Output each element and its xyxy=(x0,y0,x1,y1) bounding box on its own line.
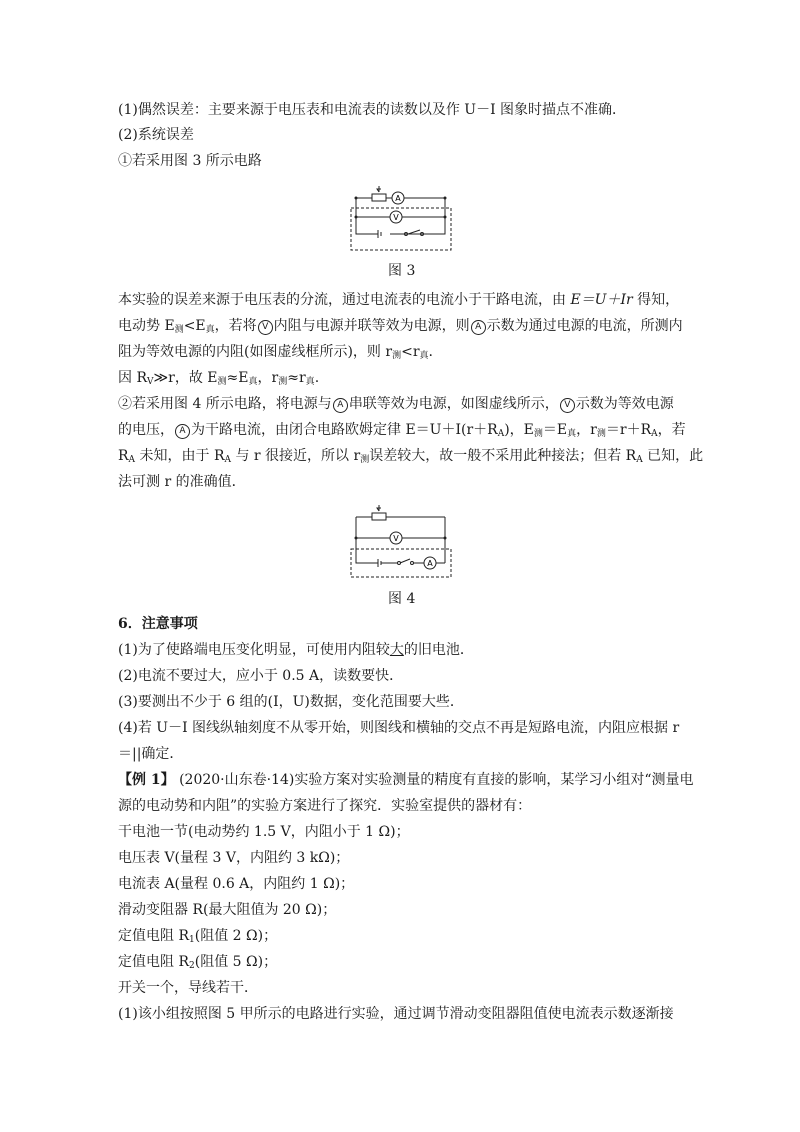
voltmeter-icon: V xyxy=(560,398,575,413)
text-line: 电动势 $E_测<E_真$，若将 V 内阻与电源并联等效为电源，则 A 示数为通过电源的电流，所测内 xyxy=(118,318,683,335)
text-line: $R_A$ 未知，由于 $R_A$ 与 r 很接近，所以 $r_测$误差较大，故一般不采用此种接法；但若 $R_A$ 已知，此 xyxy=(118,448,704,465)
figure-caption: 图 3 xyxy=(388,263,416,279)
text-line: 阻为等效电源的内阻(如图虚线框所示)，则 $r_测<r_真$. xyxy=(118,344,433,361)
text-line: ＝||确定． xyxy=(118,746,184,762)
voltmeter-label: V xyxy=(393,213,399,222)
text-line: 电压表 V(量程 3 V，内阻约 3 kΩ)； xyxy=(118,850,350,866)
text-line: (1)偶然误差：主要来源于电压表和电流表的读数以及作 U－I 图象时描点不准确． xyxy=(118,102,627,118)
example-tag: 【例 1】 xyxy=(118,772,175,788)
section-heading: 6．注意事项 xyxy=(118,616,198,632)
voltmeter-icon: V xyxy=(258,320,273,335)
text-line: 开关一个，导线若干． xyxy=(118,980,258,996)
text-line: 因 $R_V≫r$，故 $E_测\approx E_真$，$r_测\approx r_真$. xyxy=(118,370,320,387)
text-line: (2)电流不要过大，应小于 0.5 A，读数要快． xyxy=(118,668,404,684)
text-line: (1)该小组按照图 5 甲所示的电路进行实验，通过调节滑动变阻器阻值使电流表示数逐渐接 xyxy=(118,1006,674,1022)
text-line: (1)为了使路端电压变化明显，可使用内阻较大的旧电池． xyxy=(118,642,474,658)
text-line: (3)要测出不少于 6 组的(I，U)数据，变化范围要大些． xyxy=(118,694,464,710)
voltmeter-label: V xyxy=(393,534,399,543)
text-line: 法可测 r 的准确值． xyxy=(118,474,246,490)
ammeter-icon: A xyxy=(333,398,348,413)
text-line: ①若采用图 3 所示电路 xyxy=(118,153,262,169)
text-line: (2)系统误差 xyxy=(118,127,194,143)
circuit-figure-3 xyxy=(348,180,468,255)
figure-caption: 图 4 xyxy=(388,591,416,607)
text-line: 电流表 A(量程 0.6 A，内阻约 1 Ω)； xyxy=(118,876,355,892)
text-line: (4)若 U－I 图线纵轴刻度不从零开始，则图线和横轴的交点不再是短路电流，内阻应根据 r xyxy=(118,720,680,736)
ammeter-icon: A xyxy=(175,424,190,439)
text-line: 本实验的误差来源于电压表的分流，通过电流表的电流小于干路电流，由 E＝U＋Ir 得知， xyxy=(118,292,680,308)
text-line: 【例 1】 (2020·山东卷·14)实验方案对实验测量的精度有直接的影响，某学习小组对“测量电 xyxy=(118,772,694,788)
text-line: 滑动变阻器 R(最大阻值为 20 Ω)； xyxy=(118,902,337,918)
text-line: 定值电阻 $R_2$(阻值 5 Ω)； xyxy=(118,954,278,971)
circuit-figure-4 xyxy=(348,503,468,583)
text-line: 干电池一节(电动势约 1.5 V，内阻小于 1 Ω)； xyxy=(118,824,410,840)
ammeter-label: A xyxy=(427,559,433,568)
ammeter-icon: A xyxy=(471,320,486,335)
text-line: 定值电阻 $R_1$(阻值 2 Ω)； xyxy=(118,928,278,945)
ammeter-label: A xyxy=(395,194,401,203)
text-line: ②若采用图 4 所示电路，将电源与 A 串联等效为电源，如图虚线所示， V 示数为等效电源 xyxy=(118,396,674,412)
text-line: 源的电动势和内阻”的实验方案进行了探究．实验室提供的器材有： xyxy=(118,798,532,814)
text-line: 的电压， A 为干路电流，由闭合电路欧姆定律 $E=U+I(r+R_A)$，$E_测=E_真$，$r_测=r+R_A$，若 xyxy=(118,422,686,439)
